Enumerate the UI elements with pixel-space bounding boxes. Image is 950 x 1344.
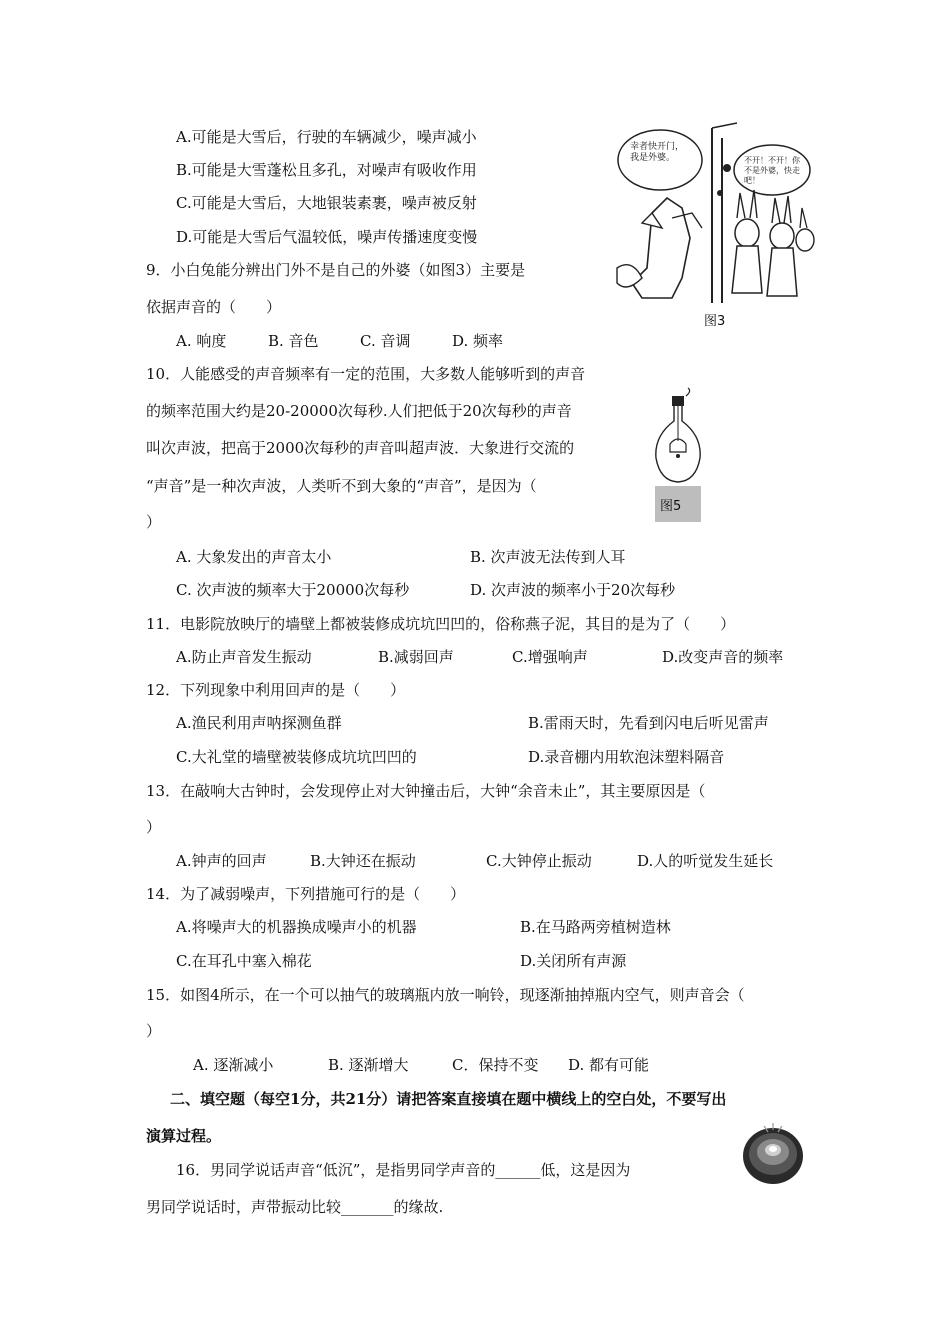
- section-2-heading-line1: 二、填空题（每空1分，共21分）请把答案直接填在题中横线上的空白处，不要写出: [170, 1090, 727, 1108]
- q14-option-a: A.将噪声大的机器换成噪声小的机器: [176, 918, 417, 936]
- figure-5-caption-box: [655, 486, 701, 522]
- q14-option-b: B.在马路两旁植树造林: [520, 918, 671, 936]
- q11-option-b: B.减弱回声: [378, 648, 454, 666]
- speaker-image: [740, 1118, 806, 1188]
- q9-option-a: A. 响度: [176, 332, 227, 350]
- figure-5-bell-jar: [652, 386, 702, 486]
- q14-option-d: D.关闭所有声源: [520, 952, 627, 970]
- figure-3-caption: 图3: [704, 314, 726, 329]
- figure-5-caption: 图5: [660, 499, 682, 514]
- q13-option-a: A.钟声的回声: [176, 852, 267, 870]
- loudspeaker-icon: [740, 1118, 806, 1188]
- q8-option-c: C.可能是大雪后，大地银装素裹，噪声被反射: [176, 194, 477, 212]
- q12-stem: 12．下列现象中利用回声的是（ ）: [146, 681, 406, 699]
- q11-option-d: D.改变声音的频率: [662, 648, 784, 666]
- q15-stem-line2: ）: [146, 1022, 162, 1040]
- q12-option-c: C.大礼堂的墙壁被装修成坑坑凹凹的: [176, 748, 417, 766]
- q15-option-c: C．保持不变: [452, 1056, 539, 1074]
- q13-stem-line1: 13．在敲响大古钟时，会发现停止对大钟撞击后，大钟“余音未止”，其主要原因是（: [146, 782, 706, 800]
- q11-option-a: A.防止声音发生振动: [176, 648, 312, 666]
- q14-option-c: C.在耳孔中塞入棉花: [176, 952, 312, 970]
- q10-option-c: C. 次声波的频率大于20000次每秒: [176, 581, 410, 599]
- q13-option-d: D.人的听觉发生延长: [637, 852, 774, 870]
- q13-stem-line2: ）: [146, 818, 162, 836]
- wolf-speech-bubble: 幸者快开门，我是外婆。: [630, 142, 685, 163]
- q16-stem-line1: 16．男同学说话声音“低沉”，是指男同学声音的______低，这是因为: [176, 1161, 631, 1179]
- q8-option-d: D.可能是大雪后气温较低，噪声传播速度变慢: [176, 228, 478, 246]
- q12-option-a: A.渔民利用声呐探测鱼群: [176, 714, 342, 732]
- q10-stem-line2: 的频率范围大约是20-20000次每秒.人们把低于20次每秒的声音: [146, 402, 572, 420]
- q10-stem-line5: ）: [146, 513, 162, 531]
- q9-option-d: D. 频率: [452, 332, 504, 350]
- q14-stem: 14．为了减弱噪声，下列措施可行的是（ ）: [146, 885, 466, 903]
- q16-stem-line2: 男同学说话时，声带振动比较_______的缘故.: [146, 1198, 444, 1216]
- q15-option-d: D. 都有可能: [568, 1056, 650, 1074]
- q10-option-a: A. 大象发出的声音太小: [176, 548, 332, 566]
- q10-option-b: B. 次声波无法传到人耳: [470, 548, 626, 566]
- q10-option-d: D. 次声波的频率小于20次每秒: [470, 581, 676, 599]
- q13-option-c: C.大钟停止振动: [486, 852, 592, 870]
- section-2-heading-line2: 演算过程。: [146, 1127, 222, 1145]
- bell-jar-illustration: [652, 386, 702, 486]
- q11-option-c: C.增强响声: [512, 648, 588, 666]
- q9-option-b: B. 音色: [268, 332, 319, 350]
- q15-option-b: B. 逐渐增大: [328, 1056, 409, 1074]
- q12-option-d: D.录音棚内用软泡沫塑料隔音: [528, 748, 725, 766]
- q10-stem-line3: 叫次声波，把高于2000次每秒的声音叫超声波．大象进行交流的: [146, 439, 575, 457]
- q10-stem-line4: “声音”是一种次声波，人类听不到大象的“声音”，是因为（: [146, 477, 537, 495]
- q8-option-a: A.可能是大雪后，行驶的车辆减少，噪声减小: [176, 128, 477, 146]
- q15-stem-line1: 15．如图4所示，在一个可以抽气的玻璃瓶内放一响铃，现逐渐抽掉瓶内空气，则声音会（: [146, 986, 745, 1004]
- q11-stem: 11．电影院放映厅的墙壁上都被装修成坑坑凹凹的，俗称燕子泥，其目的是为了（ ）: [146, 615, 736, 633]
- q12-option-b: B.雷雨天时，先看到闪电后听见雷声: [528, 714, 769, 732]
- q15-option-a: A. 逐渐减小: [193, 1056, 274, 1074]
- q13-option-b: B.大钟还在振动: [310, 852, 416, 870]
- q10-stem-line1: 10．人能感受的声音频率有一定的范围，大多数人能够听到的声音: [146, 365, 586, 383]
- q9-stem-line1: 9．小白兔能分辨出门外不是自己的外婆（如图3）主要是: [146, 261, 526, 279]
- rabbit-speech-bubble: 不开！不开！你不是外婆，快走吧！: [744, 156, 800, 185]
- figure-3-cartoon: [612, 118, 817, 308]
- q8-option-b: B.可能是大雪蓬松且多孔，对噪声有吸收作用: [176, 161, 477, 179]
- q9-option-c: C. 音调: [360, 332, 411, 350]
- q9-stem-line2: 依据声音的（ ）: [146, 298, 282, 316]
